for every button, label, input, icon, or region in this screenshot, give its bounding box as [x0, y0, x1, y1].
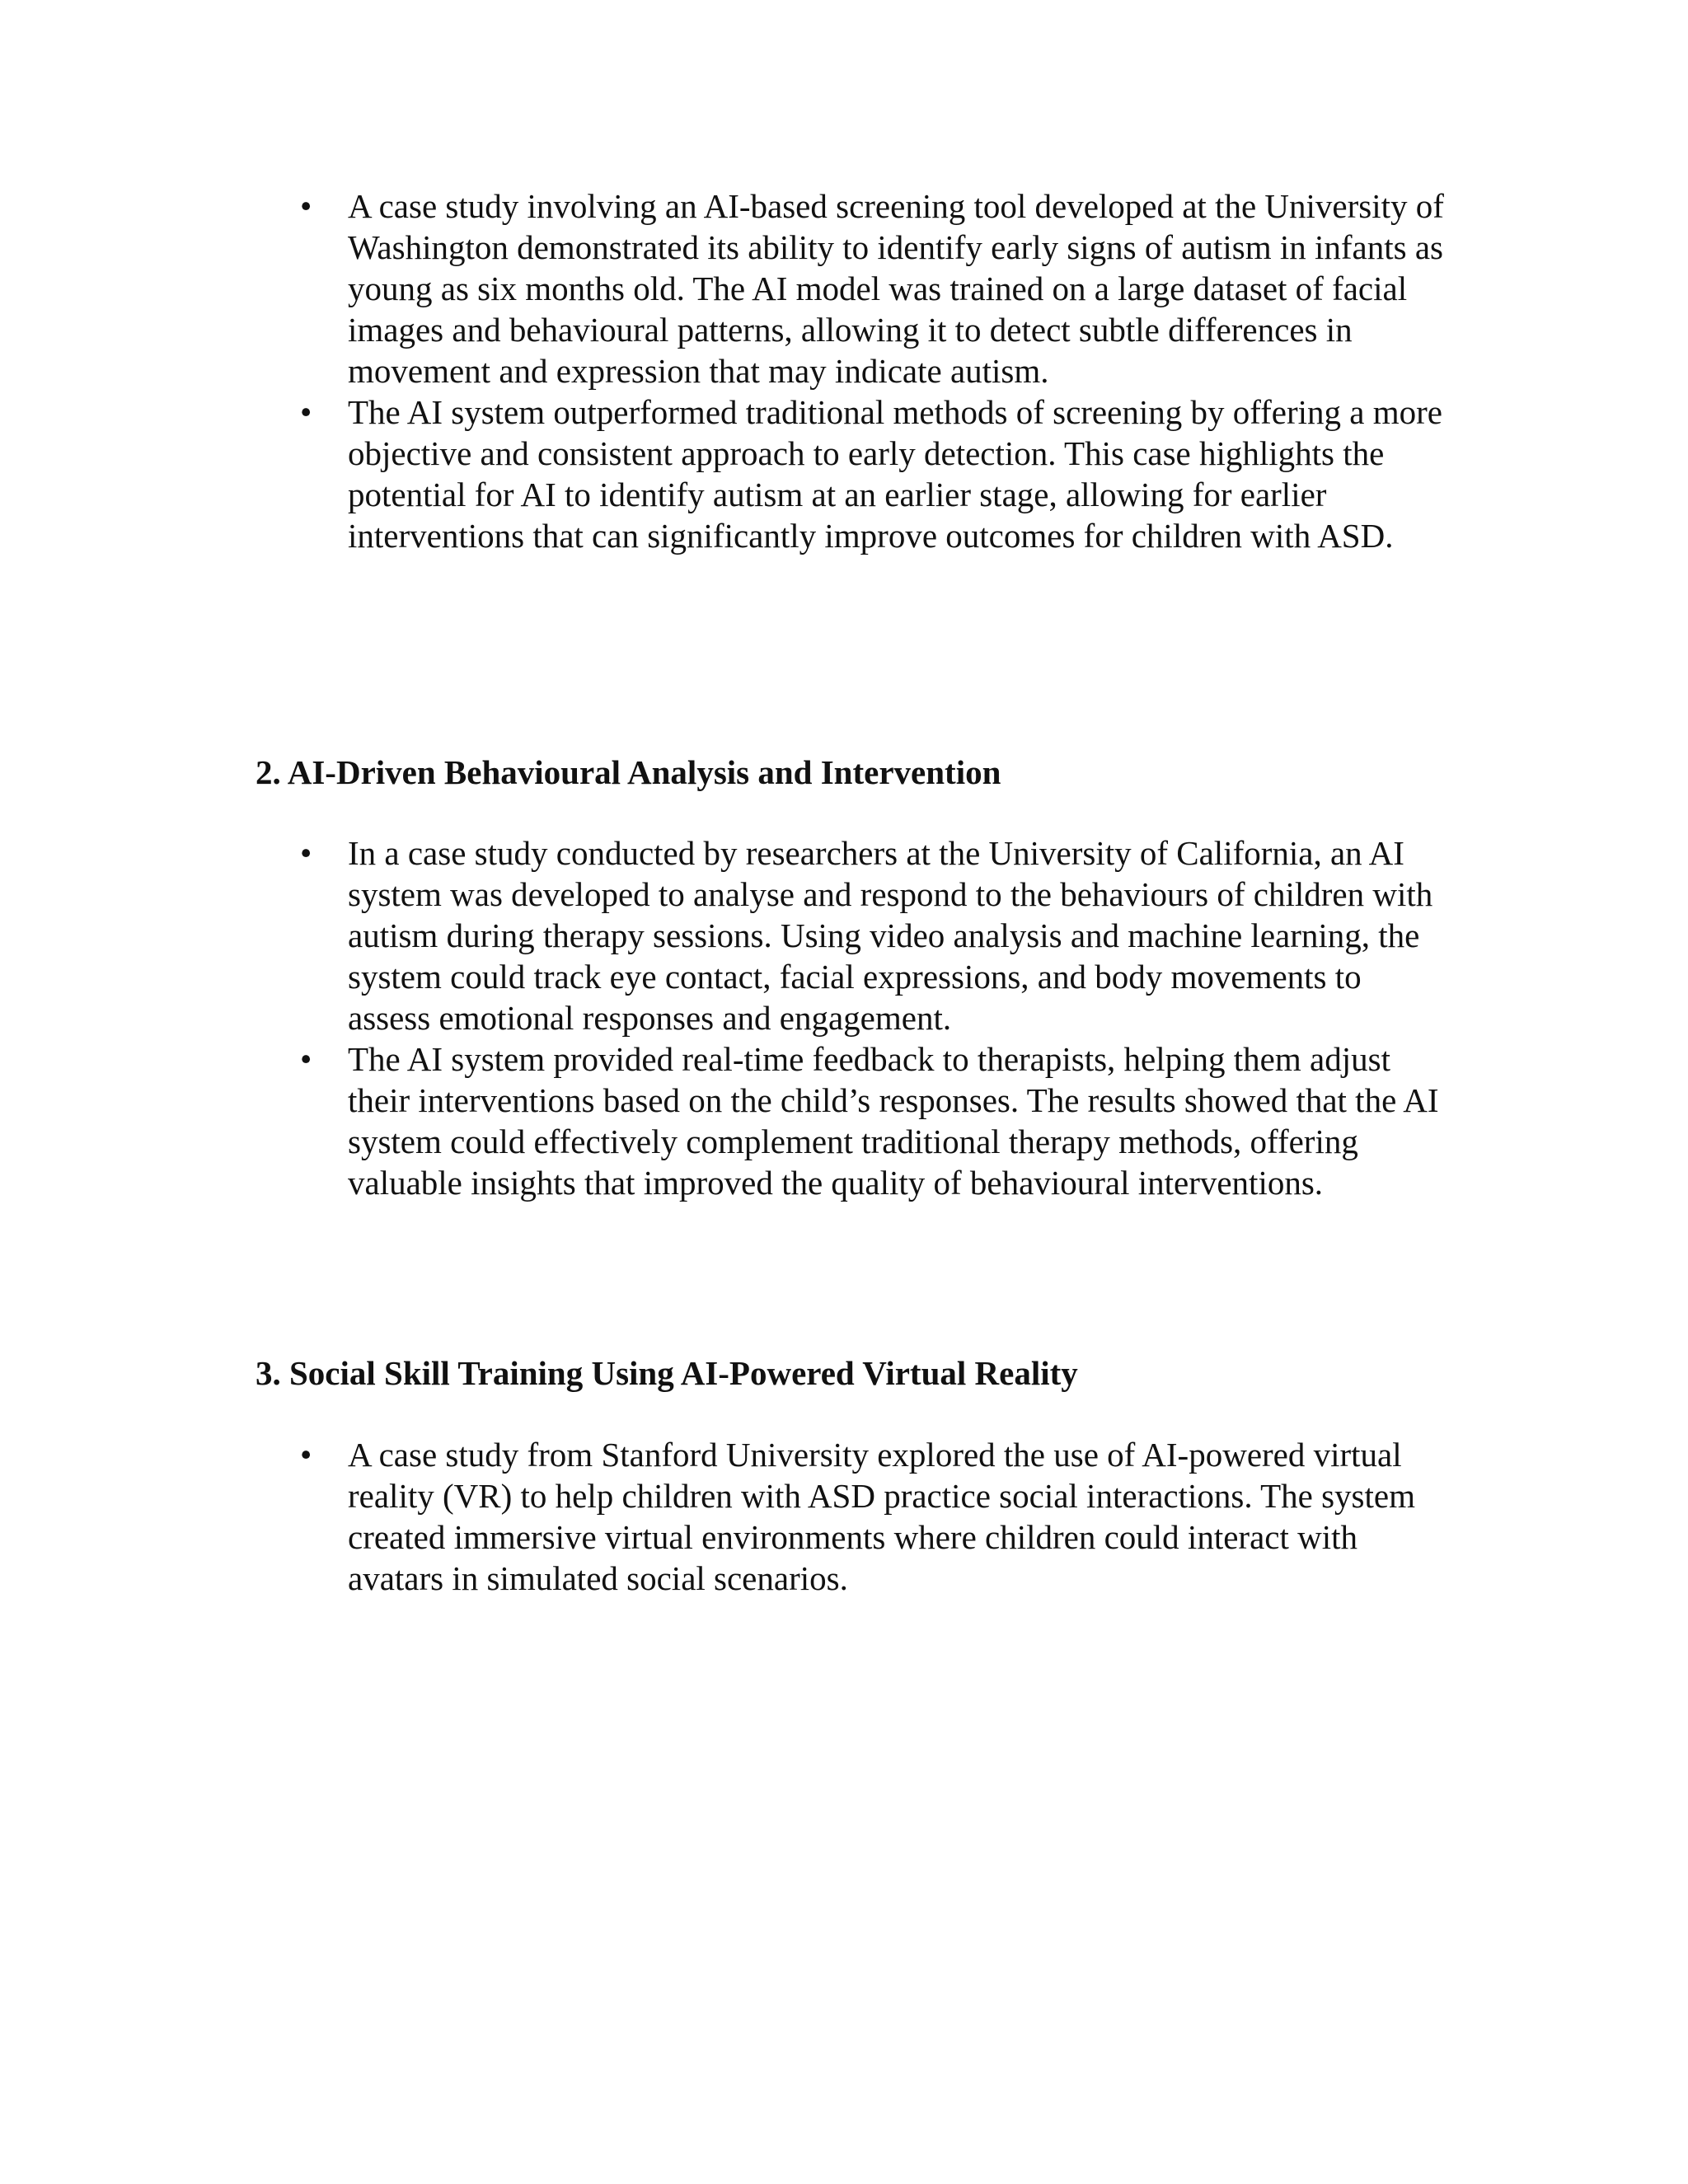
section-3-bullet-list — [0, 1434, 1452, 1599]
bullet-icon: • — [300, 834, 312, 872]
list-item — [0, 391, 1452, 556]
section-2-heading: 2. AI-Driven Behavioural Analysis and Intervention — [256, 753, 1001, 791]
list-item-text: The AI system provided real-time feedback to therapists, helping them adjust their interventions based on the child’s responses. The results showed that the AI system could effectively complement traditional therapy methods, offering valuable insights that improved the quality of behavioural interventions. — [348, 1040, 1439, 1202]
list-item-text: A case study involving an AI-based screening tool developed at the University of Washington demonstrated its ability to identify early signs of autism in infants as young as six months old. The AI model was trained on a large dataset of facial images and behavioural patterns, allowing it to detect subtle differences in movement and expression that may indicate autism. — [348, 187, 1444, 390]
list-item — [0, 1038, 1452, 1203]
section-3-heading: 3. Social Skill Training Using AI-Powered Virtual Reality — [256, 1354, 1078, 1392]
bullet-icon: • — [300, 393, 312, 431]
list-item-text: In a case study conducted by researchers at the University of California, an AI system was developed to analyse and respond to the behaviours of children with autism during therapy sessions. Using video analysis and machine learning, the system could track eye contact, facial expressions, and body movements to assess emotional responses and engagement. — [348, 834, 1433, 1037]
intro-bullet-list — [0, 185, 1452, 556]
bullet-icon: • — [300, 1436, 312, 1474]
list-item-text: A case study from Stanford University explored the use of AI-powered virtual reality (VR) to help children with ASD practice social interactions. The system created immersive virtual environments where children could interact with avatars in simulated social scenarios. — [348, 1436, 1415, 1597]
list-item-text: The AI system outperformed traditional methods of screening by offering a more objective and consistent approach to early detection. This case highlights the potential for AI to identify autism at an earlier stage, allowing for earlier interventions that can significantly improve outcomes for children with ASD. — [348, 393, 1442, 555]
section-2-bullet-list — [0, 832, 1452, 1203]
list-item — [0, 1434, 1452, 1599]
bullet-icon: • — [300, 1040, 312, 1078]
bullet-icon: • — [300, 187, 312, 225]
list-item — [0, 185, 1452, 391]
list-item — [0, 832, 1452, 1038]
